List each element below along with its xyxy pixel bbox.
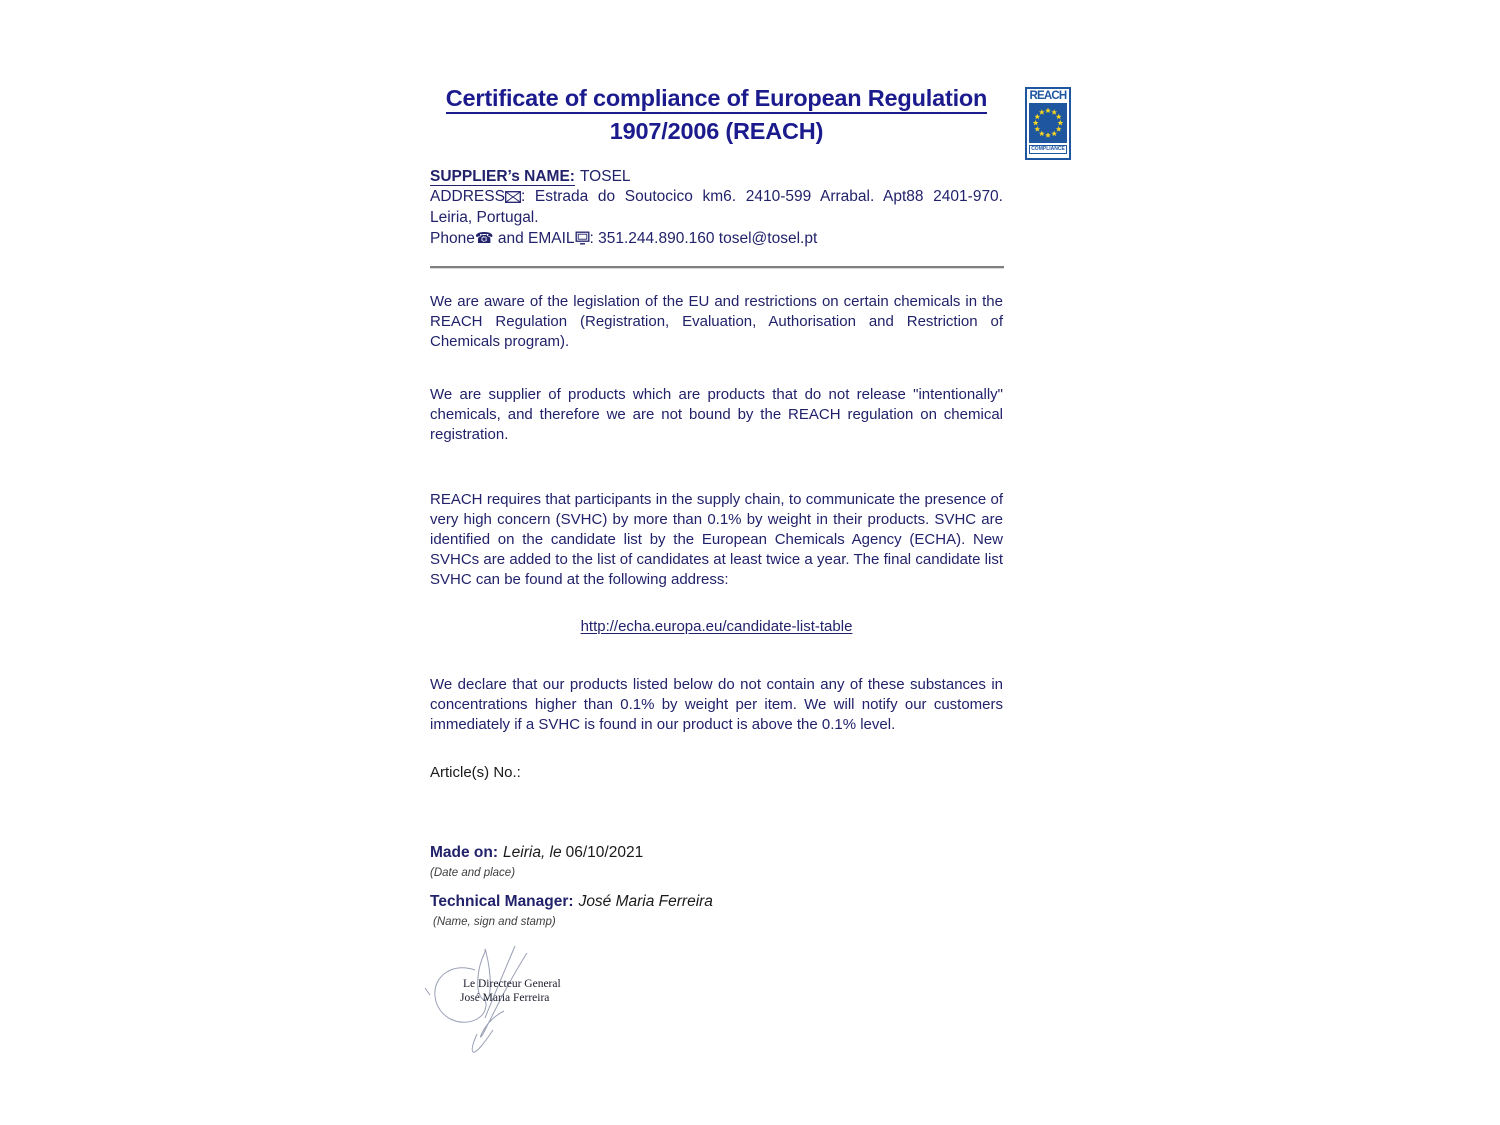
technical-manager-name: José Maria Ferreira [578, 893, 713, 910]
address-value: : Estrada do Soutocico km6. 2410-599 Arrabal. Apt88 2401-970. Leiria, Portugal. [430, 188, 1003, 226]
supplier-address-line [430, 187, 1003, 228]
page-title [430, 82, 1003, 148]
supplier-name-line [430, 167, 1003, 187]
supplier-block [430, 167, 1003, 250]
date-place-caption: (Date and place) [430, 867, 516, 879]
title-line1: Certificate of compliance of European Regulation [446, 85, 987, 114]
phone-icon: ☎ [474, 229, 494, 248]
and-email-label: and EMAIL [493, 230, 575, 248]
signature-stamp [415, 938, 600, 1073]
logo-reach-text: REACH [1029, 90, 1067, 102]
supplier-contact-line [430, 228, 1003, 249]
candidate-list-link-line [430, 618, 1003, 635]
technical-manager-label: Technical Manager: [430, 893, 574, 910]
signature-strokes-icon [415, 938, 600, 1073]
computer-icon [575, 231, 590, 245]
made-on-line [430, 844, 643, 862]
articles-no-label: Article(s) No.: [430, 764, 521, 781]
paragraph-declaration: We declare that our products listed below do not contain any of these substances in concentrations higher than 0.1% by weight per item. We will notify our customers immediately if a SVHC is found in our product is above the 0.1% level. [430, 676, 1003, 733]
address-label: ADDRESS [430, 188, 505, 206]
phone-label: Phone [430, 230, 475, 248]
made-on-date: 06/10/2021 [565, 844, 644, 861]
eu-stars-icon [1029, 103, 1067, 143]
paragraph-supplier-statement: We are supplier of products which are products that do not release "intentionally" chemicals, and therefore we are not bound by the REACH regulation on chemical registration. [430, 386, 1003, 443]
paragraph-awareness: We are aware of the legislation of the EU and restrictions on certain chemicals in the REACH Regulation (Registration, Evaluation, Authorisation and Restriction of Chemicals program). [430, 293, 1003, 350]
stamp-name-text: José Maria Ferreira [460, 992, 550, 1004]
title-line2: 1907/2006 (REACH) [609, 118, 824, 144]
logo-compliance-text: COMPLIANCE [1031, 146, 1065, 152]
made-on-label: Made on: [430, 844, 499, 861]
technical-manager-line [430, 893, 713, 911]
candidate-list-link[interactable]: http://echa.europa.eu/candidate-list-table [580, 618, 853, 635]
envelope-icon [505, 191, 521, 203]
section-divider [430, 266, 1004, 269]
paragraph-reach-requirements: REACH requires that participants in the supply chain, to communicate the presence of very high concern (SVHC) by more than 0.1% by weight in their products. SVHC are identified on the candidate list by the European Chemicals Agency (ECHA). New SVHCs are added to the list of candidates at least twice a year. The final candidate list SVHC can be found at the following address: [430, 491, 1003, 588]
name-sign-stamp-caption: (Name, sign and stamp) [433, 916, 556, 928]
supplier-name-label: SUPPLIER’s NAME: [430, 168, 575, 185]
reach-compliance-logo [1025, 87, 1071, 160]
stamp-title-text: Le Directeur General [463, 978, 561, 990]
contact-value: : 351.244.890.160 tosel@tosel.pt [589, 230, 818, 248]
made-on-place: Leiria, le [503, 844, 562, 861]
supplier-name-value: TOSEL [579, 168, 631, 185]
